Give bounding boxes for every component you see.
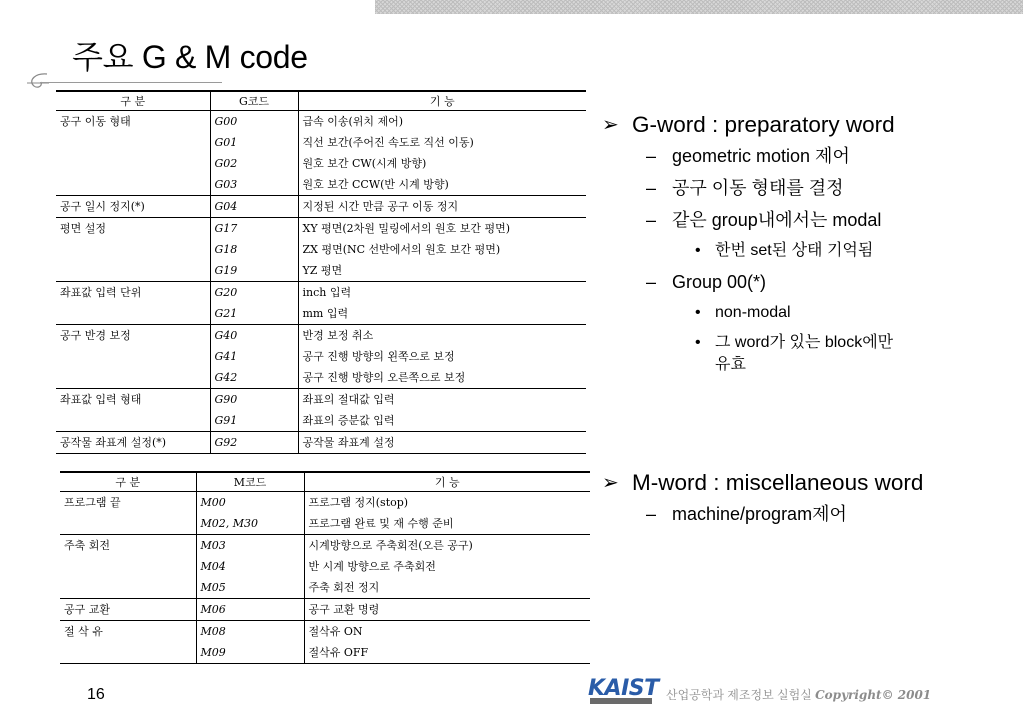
- table-row: [56, 153, 586, 174]
- function-cell: ZX 평면(NC 선반에서의 원호 보간 평면): [302, 243, 501, 256]
- arrow-bullet-icon: ➢: [602, 472, 619, 494]
- code-cell: G18: [210, 239, 298, 260]
- g-header-category: 구 분: [56, 91, 210, 111]
- function-cell: mm 입력: [302, 307, 349, 320]
- function-cell: 급속 이송(위치 제어): [298, 111, 586, 133]
- bullet-text: non-modal: [715, 304, 791, 321]
- m-header-function: 기 능: [304, 472, 590, 492]
- bullet-text: 같은 group내에서는 modal: [672, 210, 882, 230]
- group-cell: 공구 교환: [60, 599, 196, 621]
- code-cell: G21: [210, 303, 298, 325]
- group-cell: [56, 260, 210, 282]
- page-number: 16: [87, 686, 105, 703]
- code-cell: G04: [210, 196, 298, 218]
- table-row: [56, 303, 586, 325]
- function-cell: 좌표의 증분값 입력: [302, 414, 395, 427]
- group-cell: [56, 410, 210, 432]
- group-cell: [60, 642, 196, 664]
- dash-bullet-icon: –: [646, 272, 657, 292]
- group-cell: 공구 반경 보정: [56, 325, 210, 347]
- m-word-bullets: [602, 468, 1012, 530]
- bullet-text: 한번 set된 상태 기억됨: [715, 242, 874, 259]
- list-item: [602, 328, 1012, 380]
- table-row: [56, 282, 586, 304]
- table-row: [56, 111, 586, 133]
- table-row: [56, 174, 586, 196]
- table-row: [56, 239, 586, 260]
- function-cell: 공구 진행 방향의 오른쪽으로 보정: [302, 371, 466, 384]
- table-row: [56, 367, 586, 389]
- function-cell: 반경 보정 취소: [298, 325, 586, 347]
- group-cell: 프로그램 끝: [60, 492, 196, 514]
- dot-bullet-icon: •: [695, 334, 701, 351]
- table-row: [60, 535, 590, 557]
- code-cell: G20: [210, 282, 298, 304]
- m-header-code: M코드: [196, 472, 304, 492]
- function-cell: 공구 교환 명령: [304, 599, 590, 621]
- table-row: [56, 389, 586, 411]
- group-cell: [60, 513, 196, 535]
- footer-lab-name: 산업공학과 제조정보 실험실: [666, 688, 812, 702]
- arrow-bullet-icon: ➢: [602, 114, 619, 136]
- function-cell: 좌표의 절대값 입력: [298, 389, 586, 411]
- code-cell: G17: [210, 218, 298, 240]
- group-cell: [56, 132, 210, 153]
- function-cell: inch 입력: [298, 282, 586, 304]
- g-word-bullets: [602, 110, 1012, 380]
- list-item: [602, 298, 1012, 328]
- group-cell: 주축 회전: [60, 535, 196, 557]
- code-cell: G00: [210, 111, 298, 133]
- code-cell: G42: [210, 367, 298, 389]
- dash-bullet-icon: –: [646, 146, 657, 166]
- code-cell: G90: [210, 389, 298, 411]
- function-cell: YZ 평면: [302, 264, 343, 277]
- table-row: [60, 599, 590, 621]
- group-cell: 공작물 좌표계 설정(*): [56, 432, 210, 454]
- table-row: [56, 346, 586, 367]
- code-cell: G01: [210, 132, 298, 153]
- code-cell: G02: [210, 153, 298, 174]
- bullet-text: 공구 이동 형태를 결정: [672, 178, 844, 198]
- group-cell: [56, 303, 210, 325]
- g-table-header: [56, 91, 586, 111]
- function-cell: 원호 보간 CCW(반 시계 방향): [302, 178, 449, 191]
- table-row: [56, 260, 586, 282]
- group-cell: 절 삭 유: [60, 621, 196, 643]
- code-cell: G40: [210, 325, 298, 347]
- table-row: [56, 325, 586, 347]
- table-row: [60, 556, 590, 577]
- g-header-code: G코드: [210, 91, 298, 111]
- table-row: [60, 621, 590, 643]
- function-cell: XY 평면(2차원 밀링에서의 원호 보간 평면): [298, 218, 586, 240]
- list-item: [602, 172, 1012, 204]
- code-cell: G03: [210, 174, 298, 196]
- table-row: [56, 432, 586, 454]
- function-cell: 시계방향으로 주축회전(오른 공구): [304, 535, 590, 557]
- code-cell: M06: [196, 599, 304, 621]
- code-cell: M04: [196, 556, 304, 577]
- table-row: [56, 196, 586, 218]
- table-row: [60, 492, 590, 514]
- code-cell: M09: [196, 642, 304, 664]
- title-underline: [40, 82, 222, 83]
- group-cell: 좌표값 입력 단위: [56, 282, 210, 304]
- group-cell: 좌표값 입력 형태: [56, 389, 210, 411]
- m-table-header: [60, 472, 590, 492]
- function-cell: 직선 보간(주어진 속도로 직선 이동): [302, 136, 474, 149]
- dash-bullet-icon: –: [646, 504, 657, 524]
- dash-bullet-icon: –: [646, 178, 657, 198]
- table-row: [56, 218, 586, 240]
- bullet-text: machine/program제어: [672, 504, 847, 524]
- table-row: [60, 642, 590, 664]
- function-cell: 프로그램 정지(stop): [304, 492, 590, 514]
- list-item: [602, 236, 1012, 266]
- group-cell: [56, 174, 210, 196]
- group-cell: [56, 153, 210, 174]
- header-pattern-bar: [375, 0, 1023, 14]
- g-word-heading: [602, 110, 1012, 140]
- code-cell: M03: [196, 535, 304, 557]
- slide-title: 주요 G & M code: [72, 39, 308, 75]
- code-cell: M02, M30: [196, 513, 304, 535]
- function-cell: 반 시계 방향으로 주축회전: [308, 560, 436, 573]
- function-cell: 절삭유 OFF: [308, 646, 369, 659]
- function-cell: 공구 진행 방향의 왼쪽으로 보정: [302, 350, 455, 363]
- g-code-table: [56, 90, 586, 454]
- dot-bullet-icon: •: [695, 242, 701, 259]
- m-header-category: 구 분: [60, 472, 196, 492]
- m-code-table: [60, 471, 590, 664]
- code-cell: M05: [196, 577, 304, 599]
- table-row: [60, 513, 590, 535]
- m-word-heading: [602, 468, 1012, 498]
- bullet-text: G-word : preparatory word: [632, 112, 895, 137]
- function-cell: 지정된 시간 만큼 공구 이동 정지: [298, 196, 586, 218]
- footer-credit: [666, 686, 931, 703]
- bullet-text: geometric motion 제어: [672, 146, 850, 166]
- list-item: [602, 266, 1012, 298]
- list-item: [602, 204, 1012, 236]
- function-cell: 프로그램 완료 및 재 수행 준비: [308, 517, 454, 530]
- kaist-logo: KAIST: [588, 676, 659, 701]
- bullet-text: Group 00(*): [672, 272, 767, 292]
- list-item: [602, 498, 1012, 530]
- dash-bullet-icon: –: [646, 210, 657, 230]
- group-cell: [56, 239, 210, 260]
- table-row: [56, 410, 586, 432]
- group-cell: [60, 556, 196, 577]
- code-cell: G19: [210, 260, 298, 282]
- title-curl-ornament-icon: [27, 71, 49, 95]
- group-cell: 공구 이동 형태: [56, 111, 210, 133]
- footer-copyright: Copyright© 2001: [815, 688, 932, 702]
- bullet-text-continuation: 유효: [715, 356, 746, 373]
- group-cell: 평면 설정: [56, 218, 210, 240]
- group-cell: [56, 346, 210, 367]
- list-item: [602, 140, 1012, 172]
- function-cell: 절삭유 ON: [304, 621, 590, 643]
- code-cell: M00: [196, 492, 304, 514]
- g-header-function: 기 능: [298, 91, 586, 111]
- table-row: [56, 132, 586, 153]
- group-cell: [56, 367, 210, 389]
- code-cell: G92: [210, 432, 298, 454]
- bullet-text: M-word : miscellaneous word: [632, 470, 924, 495]
- dot-bullet-icon: •: [695, 304, 701, 321]
- group-cell: 공구 일시 정지(*): [56, 196, 210, 218]
- code-cell: G91: [210, 410, 298, 432]
- function-cell: 공작물 좌표계 설정: [298, 432, 586, 454]
- code-cell: G41: [210, 346, 298, 367]
- bullet-text: 그 word가 있는 block에만: [715, 334, 894, 351]
- function-cell: 주축 회전 정지: [308, 581, 380, 594]
- group-cell: [60, 577, 196, 599]
- code-cell: M08: [196, 621, 304, 643]
- table-row: [60, 577, 590, 599]
- function-cell: 원호 보간 CW(시계 방향): [302, 157, 427, 170]
